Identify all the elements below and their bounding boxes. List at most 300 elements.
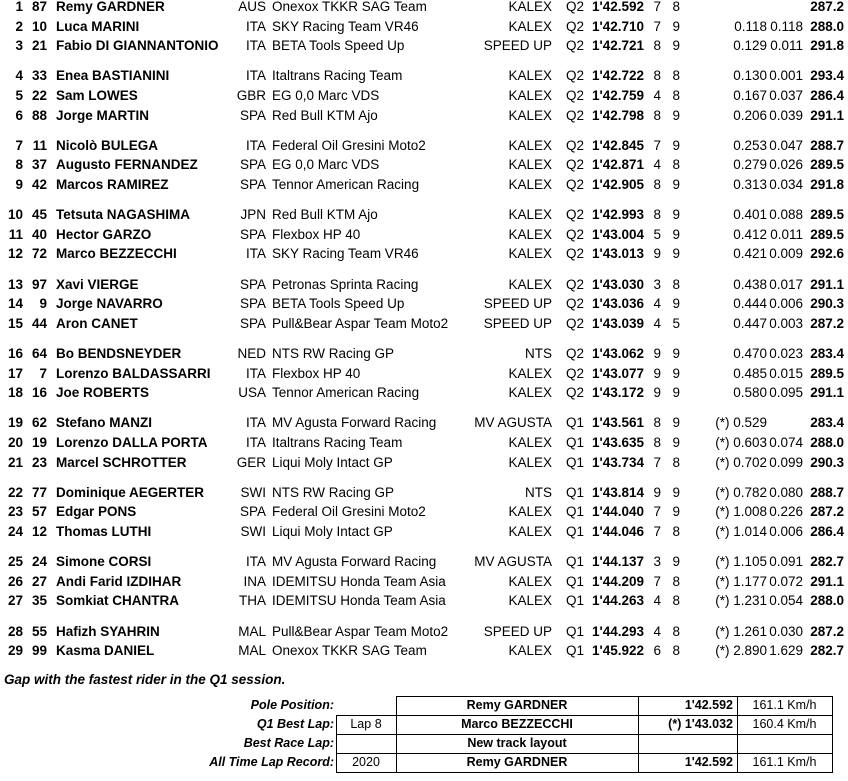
best-lap-number: 9 [653,385,661,401]
table-row [0,36,848,55]
lap-time: 1'43.036 [592,296,645,312]
position: 25 [7,554,23,570]
total-laps: 9 [672,177,680,192]
top-speed: 291.1 [810,107,844,123]
best-lap-number: 3 [653,276,661,292]
table-row [0,383,848,402]
manufacturer: KALEX [508,88,552,103]
team: BETA Tools Speed Up [272,296,405,312]
summary-row [0,715,848,734]
top-speed: 291.1 [810,573,844,589]
nation: JPN [240,207,266,223]
top-speed: 289.5 [810,226,844,242]
lap-time: 1'42.905 [592,177,645,192]
team: EG 0,0 Marc VDS [272,88,380,103]
manufacturer: KALEX [508,107,552,123]
table-row [0,413,848,432]
lap-time: 1'42.871 [592,157,645,173]
total-laps: 9 [672,18,680,34]
gap-first: (*) 1.177 [715,573,767,589]
position: 26 [7,573,23,589]
best-lap-number: 4 [653,88,661,103]
total-laps: 5 [672,315,680,331]
table-row [0,136,848,155]
gap-first: 0.421 [733,246,767,262]
gap-first: 0.444 [733,296,767,312]
total-laps: 9 [672,246,680,262]
table-row [0,364,848,383]
rider-name: Xavi VIERGE [56,276,139,292]
top-speed: 286.4 [810,524,844,539]
rider-number: 40 [31,226,47,242]
summary-time: 1'42.592 [684,755,733,769]
position: 12 [7,246,23,262]
rider-name: Augusto FERNANDEZ [56,157,198,173]
rider-name: Kasma DANIEL [56,643,155,659]
team: Petronas Sprinta Racing [272,276,419,292]
grid-line [396,696,397,773]
top-speed: 288.0 [810,18,844,34]
total-laps: 8 [672,68,680,84]
nation: SPA [239,315,266,331]
summary-time [638,734,737,753]
position: 2 [15,18,23,34]
nation: AUS [238,0,266,14]
lap-time: 1'44.040 [592,504,645,520]
table-row [0,522,848,541]
summary-row [0,753,848,772]
rider-name: Lorenzo BALDASSARRI [56,365,211,381]
summary-row [0,696,848,715]
total-laps: 9 [672,554,680,570]
table-row [0,502,848,521]
total-laps: 9 [672,346,680,361]
lap-time: 1'42.710 [592,18,645,34]
best-lap-number: 3 [653,554,661,570]
session: Q2 [566,38,585,54]
team: Flexbox HP 40 [272,365,361,381]
top-speed: 287.2 [810,0,844,14]
rider-name: Nicolò BULEGA [56,137,159,153]
manufacturer: KALEX [508,0,552,14]
gap-first: 0.206 [733,107,767,123]
team: Flexbox HP 40 [272,226,361,242]
rider-number: 19 [31,435,47,450]
top-speed: 283.4 [810,346,844,361]
best-lap-number: 4 [653,296,661,312]
best-lap-number: 7 [653,454,661,470]
top-speed: 289.5 [810,157,844,173]
position: 29 [7,643,23,659]
session: Q2 [566,177,585,192]
session: Q2 [566,0,585,14]
total-laps: 9 [672,415,680,431]
total-laps: 9 [672,385,680,401]
gap-previous: 0.118 [770,18,803,34]
position: 21 [7,454,23,470]
team: NTS RW Racing GP [272,346,395,361]
table-row [0,622,848,641]
rider-number: 22 [31,88,47,103]
gap-previous: 0.006 [769,524,803,539]
manufacturer: KALEX [508,246,552,262]
lap-time: 1'44.046 [592,524,645,539]
manufacturer: SPEED UP [483,623,552,639]
session: Q1 [566,573,585,589]
top-speed: 289.5 [810,207,844,223]
gap-previous: 0.034 [769,177,803,192]
table-row [0,0,848,16]
nation: THA [239,593,266,609]
rider-number: 9 [39,296,47,312]
team: Federal Oil Gresini Moto2 [272,504,426,520]
rider-name: Tetsuta NAGASHIMA [56,207,191,223]
summary-lap [336,734,396,753]
grid-line [336,715,832,716]
nation: SPA [239,276,266,292]
table-row [0,483,848,502]
rider-name: Stefano MANZI [56,415,152,431]
best-lap-number: 9 [653,346,661,361]
nation: INA [243,573,266,589]
table-row [0,225,848,244]
lap-time: 1'43.734 [592,454,645,470]
lap-time: 1'43.004 [592,226,645,242]
position: 11 [8,226,23,242]
gap-previous: 0.080 [769,484,803,500]
total-laps: 9 [672,296,680,312]
gap-first: 0.438 [733,276,767,292]
rider-number: 87 [31,0,47,14]
team: Tennor American Racing [272,385,420,401]
session: Q2 [566,68,585,84]
rider-name: Jorge NAVARRO [56,296,163,312]
best-lap-number: 6 [653,643,661,659]
lap-time: 1'43.814 [592,484,645,500]
rider-name: Hafizh SYAHRIN [56,623,160,639]
team: IDEMITSU Honda Team Asia [272,573,446,589]
summary-label: Q1 Best Lap: [256,717,334,731]
best-lap-number: 7 [653,18,661,34]
rider-number: 27 [31,573,47,589]
gap-previous: 0.026 [769,157,803,173]
manufacturer: KALEX [508,385,552,401]
best-lap-number: 9 [653,484,661,500]
rider-name: Fabio DI GIANNANTONIO [56,38,219,54]
rider-number: 21 [31,38,47,54]
table-row [0,244,848,263]
gap-first: 0.130 [733,68,767,84]
gap-previous: 0.023 [769,346,803,361]
team: BETA Tools Speed Up [272,38,405,54]
manufacturer: KALEX [508,593,552,609]
manufacturer: SPEED UP [483,296,552,312]
best-lap-number: 8 [653,415,661,431]
team: EG 0,0 Marc VDS [272,157,380,173]
team: Liqui Moly Intact GP [272,454,393,470]
session: Q2 [566,18,585,34]
session: Q2 [566,315,585,331]
lap-time: 1'43.077 [592,365,645,381]
rider-name: Remy GARDNER [56,0,165,14]
session: Q1 [566,524,585,539]
rider-number: 12 [31,524,47,539]
total-laps: 8 [672,524,680,539]
gap-first: 0.447 [733,315,767,331]
manufacturer: KALEX [508,157,552,173]
table-row [0,294,848,313]
top-speed: 290.3 [810,296,844,312]
gap-first: 0.313 [733,177,767,192]
grid-line [737,696,738,773]
total-laps: 8 [672,623,680,639]
rider-name: Marco BEZZECCHI [56,246,177,262]
table-row [0,275,848,294]
best-lap-number: 4 [653,157,661,173]
manufacturer: KALEX [508,177,552,192]
nation: ITA [246,38,266,54]
gap-first: 0.118 [734,18,767,34]
gap-first: (*) 1.014 [715,524,767,539]
nation: MAL [238,623,266,639]
table-row [0,591,848,610]
gap-first: 0.580 [733,385,767,401]
session: Q1 [566,554,585,570]
rider-name: Jorge MARTIN [56,107,150,123]
summary-time: (*) 1'43.032 [668,717,733,731]
rider-number: 35 [31,593,47,609]
lap-time: 1'42.759 [592,88,645,103]
top-speed: 292.6 [810,246,844,262]
position: 4 [15,68,23,84]
rider-number: 45 [31,207,47,223]
nation: ITA [246,365,266,381]
position: 10 [7,207,23,223]
position: 7 [15,137,23,153]
rider-name: Joe ROBERTS [56,385,150,401]
rider-name: Sam LOWES [56,88,138,103]
rider-number: 64 [31,346,47,361]
top-speed: 289.5 [810,365,844,381]
rider-number: 77 [31,484,47,500]
rider-number: 99 [31,643,47,659]
summary-label: Pole Position: [250,698,334,712]
gap-previous: 0.003 [769,315,803,331]
session: Q1 [566,415,585,431]
gap-previous: 0.039 [769,107,803,123]
best-lap-number: 7 [653,504,661,520]
lap-time: 1'42.798 [592,107,645,123]
manufacturer: KALEX [508,207,552,223]
total-laps: 9 [672,38,680,54]
session: Q1 [566,623,585,639]
nation: SPA [239,107,266,123]
rider-name: Simone CORSI [56,554,152,570]
manufacturer: KALEX [508,18,552,34]
gap-first: (*) 1.261 [715,623,767,639]
total-laps: 8 [672,276,680,292]
top-speed: 287.2 [810,623,844,639]
summary-speed [737,734,832,753]
total-laps: 8 [672,157,680,173]
nation: GER [236,454,266,470]
grid-line [336,715,337,773]
manufacturer: SPEED UP [483,315,552,331]
grid-line [336,753,832,754]
top-speed: 290.3 [810,454,844,470]
gap-first: 0.167 [733,88,767,103]
team: Pull&Bear Aspar Team Moto2 [272,315,449,331]
top-speed: 282.7 [810,643,844,659]
table-row [0,314,848,333]
table-row [0,641,848,660]
total-laps: 9 [672,365,680,381]
nation: SWI [240,484,266,500]
manufacturer: KALEX [508,137,552,153]
position: 24 [7,524,23,539]
best-lap-number: 8 [653,107,661,123]
lap-time: 1'44.137 [592,554,645,570]
nation: SPA [239,177,266,192]
top-speed: 287.2 [810,504,844,520]
rider-number: 16 [31,385,47,401]
gap-previous: 0.001 [769,68,803,84]
manufacturer: KALEX [508,454,552,470]
nation: SPA [239,157,266,173]
summary-label: All Time Lap Record: [209,755,334,769]
gap-previous: 0.054 [769,593,803,609]
top-speed: 291.1 [810,276,844,292]
gap-first: 0.279 [733,157,767,173]
nation: SPA [239,226,266,242]
best-lap-number: 8 [653,68,661,84]
manufacturer: KALEX [508,643,552,659]
session: Q2 [566,385,585,401]
team: IDEMITSU Honda Team Asia [272,593,446,609]
lap-time: 1'44.293 [592,623,645,639]
rider-number: 72 [31,246,47,262]
lap-time: 1'44.209 [592,573,645,589]
lap-time: 1'43.561 [592,415,645,431]
position: 5 [15,88,23,103]
position: 18 [7,385,23,401]
position: 1 [15,0,23,14]
position: 19 [7,415,23,431]
session: Q2 [566,207,585,223]
rider-number: 24 [31,554,47,570]
rider-name: Hector GARZO [56,226,152,242]
position: 15 [7,315,23,331]
total-laps: 9 [672,137,680,153]
top-speed: 287.2 [810,315,844,331]
position: 17 [7,365,23,381]
table-row [0,66,848,85]
table-row [0,453,848,472]
session: Q2 [566,88,585,103]
nation: SWI [240,524,266,539]
gap-first: (*) 0.702 [715,454,767,470]
rider-name: Dominique AEGERTER [56,484,205,500]
session: Q1 [566,484,585,500]
session: Q2 [566,157,585,173]
team: Tennor American Racing [272,177,420,192]
gap-previous: 0.047 [769,137,803,153]
manufacturer: KALEX [508,276,552,292]
position: 20 [7,435,23,450]
rider-name: Somkiat CHANTRA [56,593,180,609]
manufacturer: KALEX [508,435,552,450]
manufacturer: KALEX [508,504,552,520]
gap-previous: 0.091 [769,554,803,570]
nation: ITA [246,554,266,570]
lap-time: 1'43.030 [592,276,645,292]
manufacturer: KALEX [508,524,552,539]
top-speed: 291.8 [810,38,844,54]
lap-time: 1'42.721 [592,38,645,54]
table-row [0,17,848,36]
nation: ITA [246,435,266,450]
lap-time: 1'43.039 [592,315,645,331]
rider-name: Lorenzo DALLA PORTA [56,435,208,450]
team: Onexox TKKR SAG Team [272,0,427,14]
total-laps: 8 [672,593,680,609]
session: Q2 [566,246,585,262]
nation: MAL [238,643,266,659]
gap-first: 0.470 [733,346,767,361]
summary-lap: Lap 8 [350,717,382,731]
best-lap-number: 5 [653,226,661,242]
total-laps: 9 [672,504,680,520]
team: Red Bull KTM Ajo [272,207,378,223]
best-lap-number: 7 [653,573,661,589]
rider-number: 7 [39,365,47,381]
total-laps: 9 [672,435,680,450]
lap-time: 1'42.993 [592,207,645,223]
session: Q2 [566,276,585,292]
rider-number: 57 [31,504,47,520]
rider-number: 88 [31,107,47,123]
gap-previous: 0.226 [769,504,803,520]
manufacturer: NTS [525,484,552,500]
session: Q1 [566,504,585,520]
top-speed: 288.0 [810,593,844,609]
nation: GBR [236,88,266,103]
session: Q2 [566,107,585,123]
best-lap-number: 8 [653,435,661,450]
position: 3 [15,38,23,54]
nation: ITA [246,415,266,431]
gap-previous: 0.074 [769,435,803,450]
rider-name: Marcos RAMIREZ [56,177,169,192]
top-speed: 291.8 [810,177,844,192]
gap-first: (*) 0.782 [715,484,767,500]
gap-previous: 0.009 [769,246,803,262]
team: Federal Oil Gresini Moto2 [272,137,426,153]
total-laps: 8 [672,454,680,470]
gap-previous: 0.095 [769,385,803,401]
lap-time: 1'43.172 [592,385,645,401]
lap-time: 1'42.592 [592,0,645,14]
session: Q2 [566,346,585,361]
gap-first: 0.129 [733,38,767,54]
top-speed: 286.4 [810,88,844,103]
best-lap-number: 4 [653,623,661,639]
gap-first: 0.412 [733,226,767,242]
position: 16 [7,346,23,361]
top-speed: 291.1 [810,385,844,401]
gap-previous: 0.088 [769,207,803,223]
summary-label: Best Race Lap: [243,736,334,750]
